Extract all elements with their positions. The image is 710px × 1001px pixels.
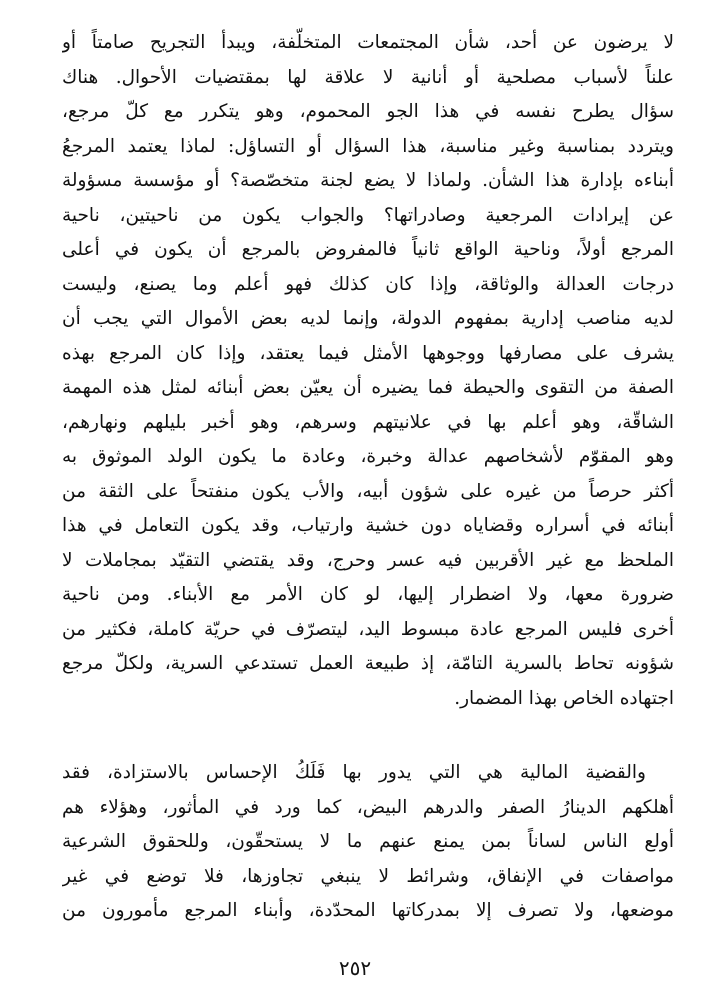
text-line: عن إيرادات المرجعية وصادراتها؟ والجواب يكون من ناحيتين، ناحية: [62, 204, 674, 226]
text-line: المرجع أولاً، وناحية الواقع ثانياً فالمفروض بالمرجع أن يكون في أعلى: [62, 239, 674, 260]
text-line: سؤال يطرح نفسه في هذا الجو المحموم، وهو يتكرر مع كلّ مرجع،: [62, 101, 674, 122]
paragraph-1: [62, 26, 674, 716]
text-line: اجتهاده الخاص بهذا المضمار.: [454, 687, 674, 709]
text-line: أبنائه في أسراره وقضاياه دون خشية وارتياب، وقد يكون التعامل في هذا: [62, 515, 674, 536]
text-line: لديه مناصب إدارية بمفهوم الدولة، وإنما لديه بعض الأموال التي يجب أن: [62, 308, 674, 329]
text-line: والقضية المالية هي التي يدور بها فَلَكُ الإحساس بالاستزادة، فقد: [62, 762, 646, 783]
text-line: وهو المقوّم لأشخاصهم عدالة وخبرة، وعادة ما يكون الولد الموثوق به: [62, 446, 674, 467]
text-line: أكثر حرصاً من غيره على شؤون أبيه، والأب يكون منفتحاً على الثقة من: [62, 480, 674, 502]
text-line: يشرف على مصارفها ووجوهها الأمثل فيما يعتقد، وإذا كان المرجع بهذه: [62, 342, 674, 364]
text-line: شؤونه تحاط بالسرية التامّة، إذ طبيعة العمل تستدعي السرية، ولكلّ مرجع: [62, 653, 674, 674]
page-number: ٢٥٢: [338, 956, 372, 980]
text-line: لا يرضون عن أحد، شأن المجتمعات المتخلّفة، ويبدأ التجريح صامتاً أو: [62, 32, 674, 53]
text-line: أهلكهم الدينارُ الصفر والدرهم البيض، كما ورد في المأثور، وهؤلاء هم: [62, 796, 674, 818]
text-line: ضرورة معها، ولا اضطرار إليها، لو كان الأمر مع الأبناء. ومن ناحية: [62, 584, 674, 605]
text-line: الملحظ مع غير الأقربين فيه عسر وحرج، وقد يقتضي التقيّد بمجاملات لا: [62, 549, 674, 571]
text-line: ويتردد بمناسبة وغير مناسبة، هذا السؤال أو التساؤل: لماذا يعتمد المرجعُ: [62, 135, 674, 157]
text-line: أخرى فليس المرجع عادة مبسوط اليد، ليتصرّف في حريّة كاملة، فكثير من: [62, 618, 674, 640]
text-line: علناً لأسباب مصلحية أو أنانية لا علاقة لها بمقتضيات الأحوال. هناك: [62, 66, 674, 88]
text-line: أولع الناس لساناً بمن يمنع عنهم ما لا يستحقّون، وللحقوق الشرعية: [62, 831, 674, 852]
text-line: موضعها، ولا تصرف إلا بمدركاتها المحدّدة، وأبناء المرجع مأمورون من: [62, 900, 674, 921]
text-line: درجات العدالة والوثاقة، وإذا كان كذلك فهو أعلم وما يصنع، وليست: [62, 273, 674, 295]
paragraph-2: [62, 756, 674, 929]
text-line: أبناءه بإدارة هذا الشأن. ولماذا لا يضع لجنة متخصّصة؟ أو مؤسسة مسؤولة: [62, 170, 674, 191]
text-line: الشاقّة، وهو أعلم بها في علانيتهم وسرهم، وهو أخبر بليلهم ونهارهم،: [62, 411, 674, 433]
text-line: مواصفات في الإنفاق، وشرائط لا ينبغي تجاوزها، فلا توضع في غير: [62, 865, 674, 887]
text-line: الصفة من التقوى والحيطة فما يضيره أن يعيّن بعض أبنائه لمثل هذه المهمة: [62, 377, 674, 398]
